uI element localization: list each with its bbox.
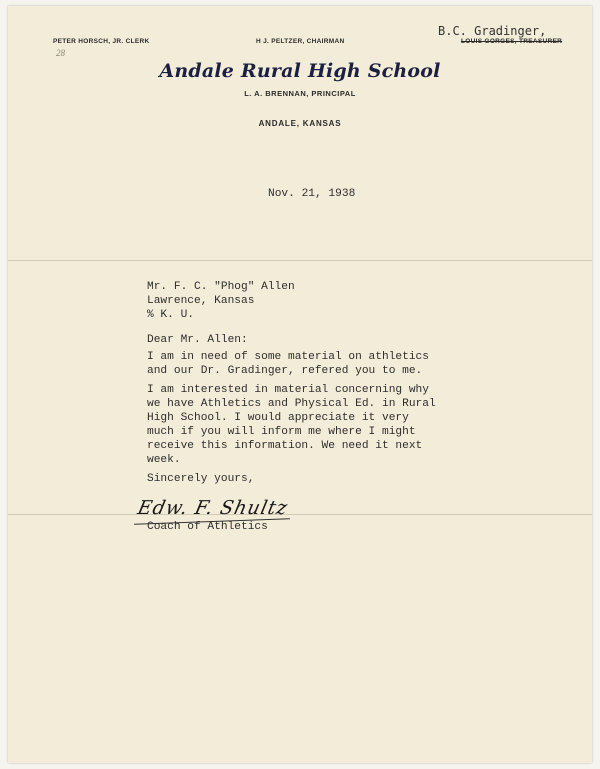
principal-name: L. A. BRENNAN, PRINCIPAL xyxy=(244,89,356,98)
chairman-name: H J. PELTZER, CHAIRMAN xyxy=(256,38,345,45)
treasurer-name: LOUIS GORGES, TREASURER xyxy=(461,38,563,45)
school-location: ANDALE, KANSAS xyxy=(258,119,342,128)
paragraph-line: and our Dr. Gradinger, refered you to me. xyxy=(147,365,423,377)
salutation: Dear Mr. Allen: xyxy=(147,334,248,346)
paragraph-line: I am in need of some material on athletics xyxy=(147,351,429,363)
school-name: Andale Rural High School xyxy=(159,60,441,82)
signer-title: Coach of Athletics xyxy=(147,521,268,533)
signature: Edw. F. Shultz xyxy=(135,497,290,519)
address-line: % K. U. xyxy=(147,309,194,321)
paragraph-line: much if you will inform me where I might xyxy=(147,426,416,438)
closing: Sincerely yours, xyxy=(147,473,255,485)
pencil-mark: 28 xyxy=(56,48,65,58)
handwritten-note: B.C. Gradinger, xyxy=(438,24,547,38)
paragraph-line: High School. I would appreciate it very xyxy=(147,412,409,424)
paragraph-line: we have Athletics and Physical Ed. in Rural xyxy=(147,398,436,410)
address-line: Mr. F. C. "Phog" Allen xyxy=(147,281,295,293)
paragraph-line: week. xyxy=(147,454,181,466)
clerk-name: PETER HORSCH, JR. CLERK xyxy=(53,38,150,45)
fold-line xyxy=(8,260,592,261)
fold-line xyxy=(8,514,592,515)
paragraph-line: I am interested in material concerning why xyxy=(147,384,429,396)
letter-date: Nov. 21, 1938 xyxy=(268,188,356,200)
paragraph-line: receive this information. We need it next xyxy=(147,440,423,452)
address-line: Lawrence, Kansas xyxy=(147,295,255,307)
